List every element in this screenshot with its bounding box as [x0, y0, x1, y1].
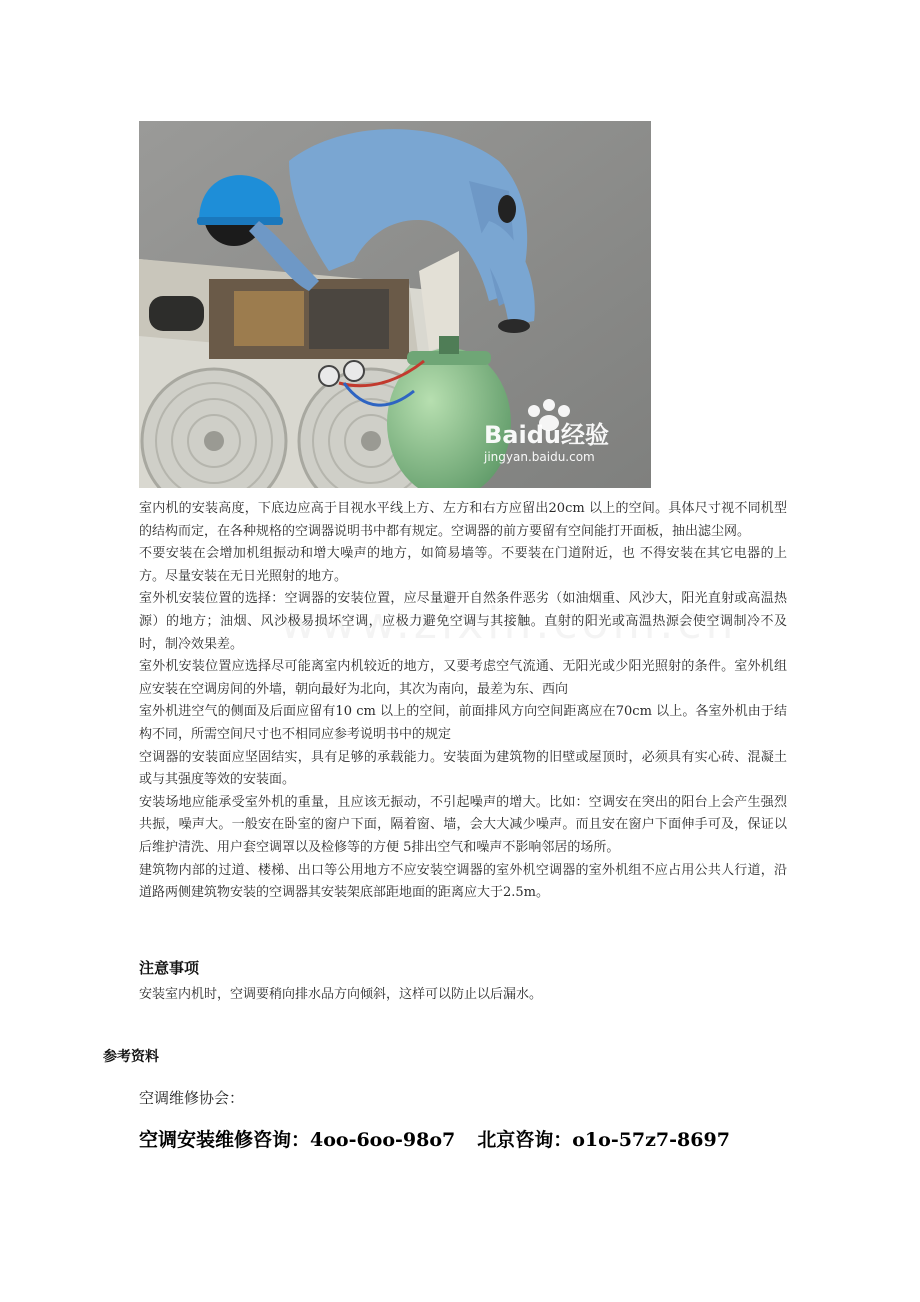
paragraph-public-areas: 建筑物内部的过道、楼梯、出口等公用地方不应安装空调器的室外机空调器的室外机组不应占用公共人行道，沿道路两侧建筑物安装的空调器其安装架底部距地面的距离应大于2.5m。 [139, 862, 787, 901]
paragraph-outdoor-proximity: 室外机安装位置应选择尽可能离室内机较近的地方，又要考虑空气流通、无阳光或少阳光照射的条件。室外机组应安装在空调房间的外墙，朝向最好为北向，其次为南向，最差为东、西向 [139, 659, 787, 697]
contact-beijing: 北京咨询：o1o-57z7-8697 [477, 1129, 730, 1151]
paragraph-site-weight: 安装场地应能承受室外机的重量，且应该无振动，不引起噪声的增大。比如：空调安在突出的阳台上会产生强烈共振，噪声大。一般安在卧室的窗户下面，隔着窗、墙，会大大减少噪声。而且安在窗户下面伸手可及，保证以后维护清洗、用户套空调罩以及检修等的方便 5排出空气和噪声不影响邻居的场所。 [139, 794, 787, 855]
notes-text: 安装室内机时，空调要稍向排水品方向倾斜，这样可以防止以后漏水。 [139, 987, 543, 1002]
technician-illustration [139, 121, 651, 488]
installation-photo [139, 121, 651, 488]
paragraph-outdoor-location: 室外机安装位置的选择：空调器的安装位置，应尽量避开自然条件恶劣（如油烟重、风沙大，阳光直射或高温热源）的地方；油烟、风沙极易损坏空调，应极力避免空调与其接触。直射的阳光或高温热源会使空调制冷不及时，制冷效果差。 [139, 591, 787, 652]
paragraph-clearance: 室外机进空气的侧面及后面应留有10 cm 以上的空间，前面排风方向空间距离应在70cm 以上。各室外机由于结构不同，所需空间尺寸也不相同应参考说明书中的规定 [139, 704, 787, 742]
contact-install: 空调安装维修咨询：4oo-6oo-98o7 [139, 1129, 456, 1151]
paragraph-indoor-height: 室内机的安装高度，下底边应高于目视水平线上方、左方和右方应留出20cm 以上的空间。具体尺寸视不同机型的结构而定，在各种规格的空调器说明书中都有规定。空调器的前方要留有空间能打开面板，抽出滤尘网。 [139, 501, 787, 539]
contact-line [139, 1125, 730, 1152]
paragraph-avoid-vibration: 不要安装在会增加机组振动和增大噪声的地方，如简易墙等。不要装在门道附近，也 不得安装在其它电器的上方。尽量安装在无日光照射的地方。 [139, 546, 787, 584]
references-heading: 参考资料 [103, 1049, 159, 1065]
baidu-url-text: jingyan.baidu.com [484, 450, 595, 464]
article-body [139, 498, 787, 905]
notes-heading: 注意事项 [139, 959, 200, 977]
baidu-logo-text: Baidu经验 [484, 421, 609, 449]
references-org: 空调维修协会： [139, 1089, 245, 1107]
paragraph-mounting-surface: 空调器的安装面应坚固结实，具有足够的承载能力。安装面为建筑物的旧壁或屋顶时，必须具有实心砖、混凝土或与其强度等效的安装面。 [139, 749, 787, 788]
